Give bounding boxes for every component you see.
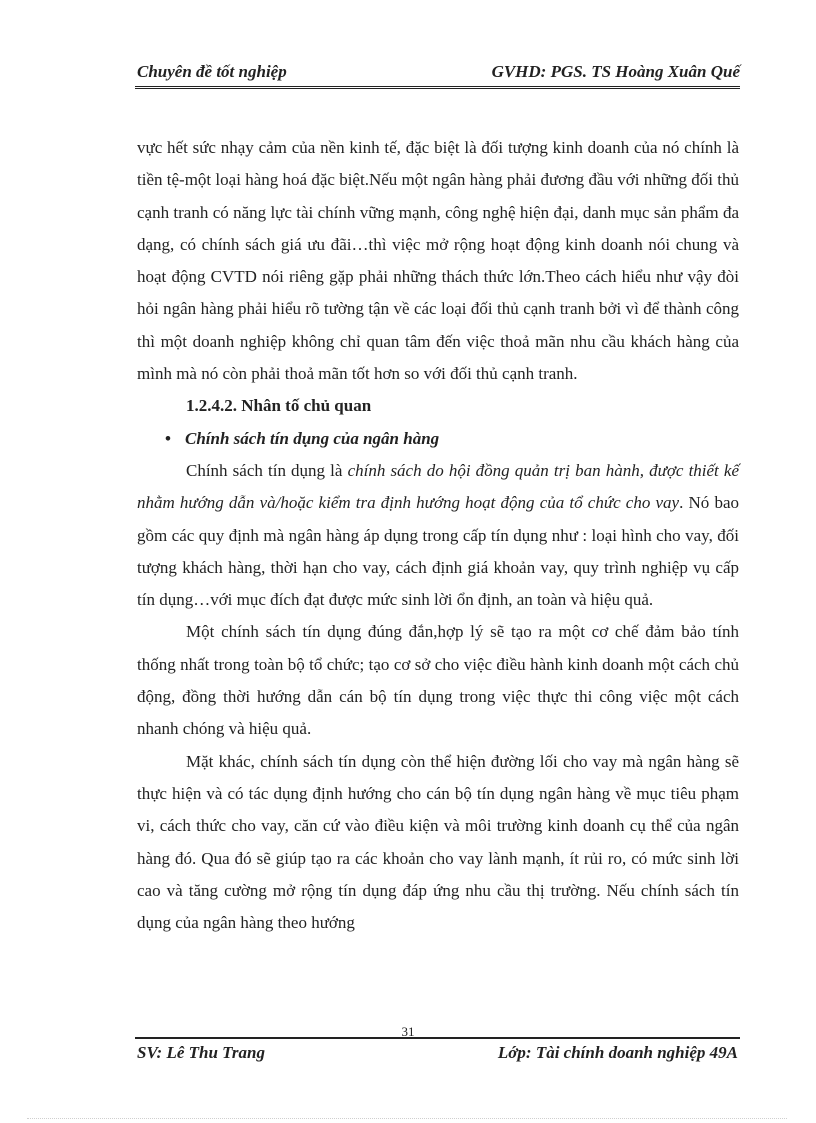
page-footer (137, 1043, 738, 1067)
credit-policy-definition: chính sách do hội đồng quản trị ban hành, được thiết kế nhằm hướng dẫn và/hoặc kiểm tra định hướng hoạt động của tổ chức cho vay (137, 460, 739, 513)
bullet-text: Chính sách tín dụng của ngân hàng (185, 428, 440, 448)
footer-class: Lớp: Tài chính doanh nghiệp 49A (497, 1043, 738, 1062)
footer-student: SV: Lê Thu Trang (137, 1043, 265, 1062)
document-body (137, 132, 739, 939)
paragraph-competition: vực hết sức nhạy cảm của nền kinh tế, đặc biệt là đối tượng kinh doanh của nó chính là tiền tệ-một loại hàng hoá đặc biệt.Nếu một ngân hàng phải đương đầu với những đối thủ cạnh tranh có năng lực tài chính vững mạnh, công nghệ hiện đại, danh mục sản phẩm đa dạng, có chính sách giá ưu đãi…thì việc mở rộng hoạt động kinh doanh nói chung và hoạt động CVTD nói riêng gặp phải những thách thức lớn.Theo cách hiểu như vậy đòi hỏi ngân hàng phải hiểu rõ tường tận về các loại đối thủ cạnh tranh bởi vì để thành công thì một doanh nghiệp không chỉ quan tâm đến việc thoả mãn nhu cầu khách hàng của mình mà nó còn phải thoả mãn tốt hơn so với đối thủ cạnh tranh. (137, 138, 739, 384)
header-supervisor: GVHD: PGS. TS Hoàng Xuân Quế (491, 62, 740, 81)
page-header (135, 58, 740, 86)
bullet-dot-icon: • (165, 428, 171, 448)
paragraph-credit-policy (137, 455, 739, 616)
footer-rule (135, 1037, 740, 1039)
header-rule (135, 86, 740, 89)
credit-policy-lead: Chính sách tín dụng là (186, 460, 348, 480)
header-doc-title: Chuyên đề tốt nghiệp (137, 62, 287, 81)
paragraph-other-aspects: Mặt khác, chính sách tín dụng còn thể hiện đường lối cho vay mà ngân hàng sẽ thực hiện và có tác dụng định hướng cho cán bộ tín dụng ngân hàng về mục tiêu phạm vi, cách thức cho vay, căn cứ vào điều kiện và môi trường kinh doanh cụ thể của ngân hàng đó. Qua đó sẽ giúp tạo ra các khoản cho vay lành mạnh, ít rủi ro, có mức sinh lời cao và tăng cường mở rộng tín dụng đáp ứng nhu cầu thị trường. Nếu chính sách tín dụng của ngân hàng theo hướng (137, 751, 739, 933)
page-number: 31 (401, 1024, 415, 1039)
section-heading: 1.2.4.2. Nhân tố chủ quan (186, 396, 372, 416)
credit-policy-details: . Nó bao gồm các quy định mà ngân hàng áp dụng trong cấp tín dụng như : loại hình cho vay, đối tượng khách hàng, thời hạn cho vay, cách định giá khoản vay, quy trình nghiệp vụ cấp tín dụng…với mục đích đạt được mức sinh lời ổn định, an toàn và hiệu quả. (137, 493, 739, 610)
bullet-item (137, 423, 739, 455)
page-bottom-border (27, 1118, 787, 1119)
paragraph-sound-policy: Một chính sách tín dụng đúng đắn,hợp lý sẽ tạo ra một cơ chế đảm bảo tính thống nhất trong toàn bộ tổ chức; tạo cơ sở cho việc điều hành kinh doanh một cách chủ động, đồng thời hướng dẫn cán bộ tín dụng trong việc thực thi công việc một cách nhanh chóng và hiệu quả. (137, 622, 739, 739)
